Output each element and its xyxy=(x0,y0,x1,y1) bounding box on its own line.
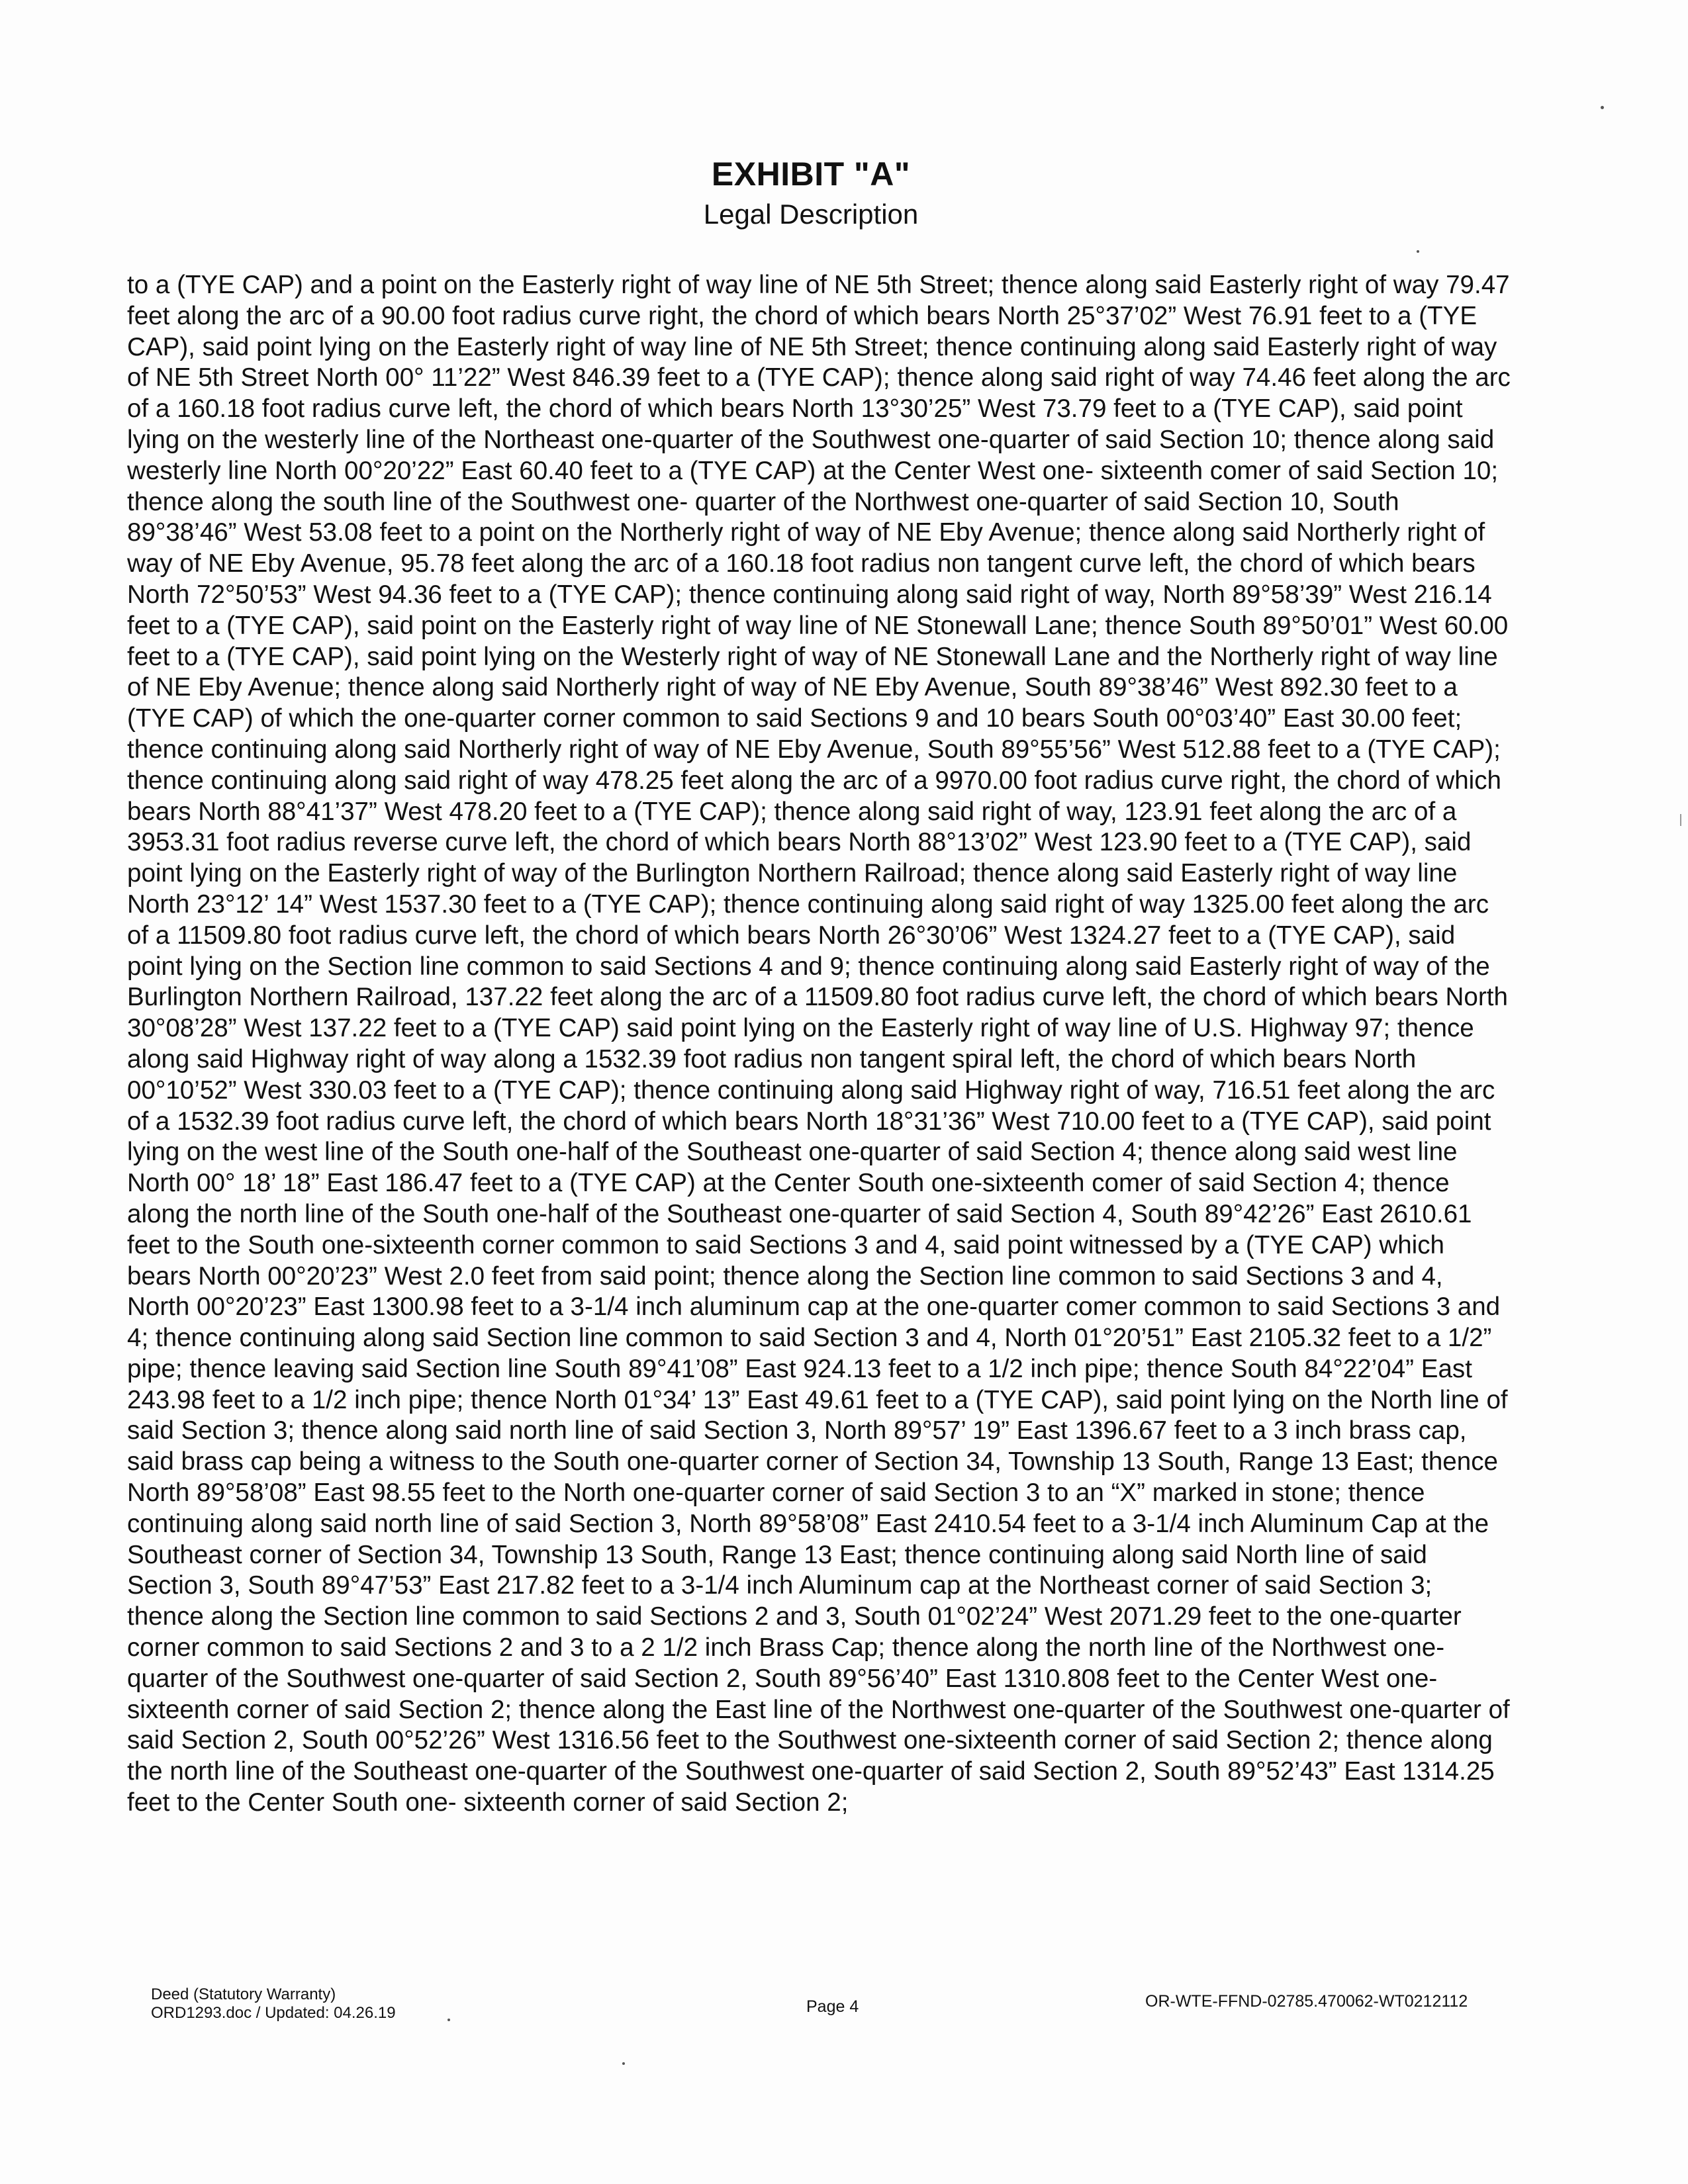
legal-description-paragraph: to a (TYE CAP) and a point on the Easterly right of way line of NE 5th Street; thence along said Easterly right of way 79.47 feet along the arc of a 90.00 foot radius curve right, the chord of which bears North 25°37’02” West 76.91 feet to a (TYE CAP), said point lying on the Easterly right of way line of NE 5th Street; thence continuing along said Easterly right of way of NE 5th Street North 00° 11’22” West 846.39 feet to a (TYE CAP); thence along said right of way 74.46 feet along the arc of a 160.18 foot radius curve left, the chord of which bears North 13°30’25” West 73.79 feet to a (TYE CAP), said point lying on the westerly line of the Northeast one-quarter of the Southwest one-quarter of said Section 10; thence along said westerly line North 00°20’22” East 60.40 feet to a (TYE CAP) at the Center West one- sixteenth comer of said Section 10; thence along the south line of the Southwest one- quarter of the Northwest one-quarter of said Section 10, South 89°38’46” West 53.08 feet to a point on the Northerly right of way of NE Eby Avenue; thence along said Northerly right of way of NE Eby Avenue, 95.78 feet along the arc of a 160.18 foot radius non tangent curve left, the chord of which bears North 72°50’53” West 94.36 feet to a (TYE CAP); thence continuing along said right of way, North 89°58’39” West 216.14 feet to a (TYE CAP), said point on the Easterly right of way line of NE Stonewall Lane; thence South 89°50’01” West 60.00 feet to a (TYE CAP), said point lying on the Westerly right of way of NE Stonewall Lane and the Northerly right of way line of NE Eby Avenue; thence along said Northerly right of way of NE Eby Avenue, South 89°38’46” West 892.30 feet to a (TYE CAP) of which the one-quarter corner common to said Sections 9 and 10 bears South 00°03’40” East 30.00 feet; thence continuing along said Northerly right of way of NE Eby Avenue, South 89°55’56” West 512.88 feet to a (TYE CAP); thence continuing along said right of way 478.25 feet along the arc of a 9970.00 foot radius curve right, the chord of which bears North 88°41’37” West 478.20 feet to a (TYE CAP); thence along said right of way, 123.91 feet along the arc of a 3953.31 foot radius reverse curve left, the chord of which bears North 88°13’02” West 123.90 feet to a (TYE CAP), said point lying on the Easterly right of way of the Burlington Northern Railroad; thence along said Easterly right of way line North 23°12’ 14” West 1537.30 feet to a (TYE CAP); thence continuing along said right of way 1325.00 feet along the arc of a 11509.80 foot radius curve left, the chord of which bears North 26°30’06” West 1324.27 feet to a (TYE CAP), said point lying on the Section line common to said Sections 4 and 9; thence continuing along said Easterly right of way of the Burlington Northern Railroad, 137.22 feet along the arc of a 11509.80 foot radius curve left, the chord of which bears North 30°08’28” West 137.22 feet to a (TYE CAP) said point lying on the Easterly right of way line of U.S. Highway 97; thence along said Highway right of way along a 1532.39 foot radius non tangent spiral left, the chord of which bears North 00°10’52” West 330.03 feet to a (TYE CAP); thence continuing along said Highway right of way, 716.51 feet along the arc of a 1532.39 foot radius curve left, the chord of which bears North 18°31’36” West 710.00 feet to a (TYE CAP), said point lying on the west line of the South one-half of the Southeast one-quarter of said Section 4; thence along said west line North 00° 18’ 18” East 186.47 feet to a (TYE CAP) at the Center South one-sixteenth comer of said Section 4; thence along the north line of the South one-half of the Southeast one-quarter of said Section 4, South 89°42’26” East 2610.61 feet to the South one-sixteenth corner common to said Sections 3 and 4, said point witnessed by a (TYE CAP) which bears North 00°20’23” West 2.0 feet from said point; thence along the Section line common to said Sections 3 and 4, North 00°20’23” East 1300.98 feet to a 3-1/4 inch aluminum cap at the one-quarter comer common to said Sections 3 and 4; thence continuing along said Section line common to said Section 3 and 4, North 01°20’51” East 2105.32 feet to a 1/2” pipe; thence leaving said Section line South 89°41’08” East 924.13 feet to a 1/2 inch pipe; thence South 84°22’04” East 243.98 feet to a 1/2 inch pipe; thence North 01°34’ 13” East 49.61 feet to a (TYE CAP), said point lying on the North line of said Section 3; thence along said north line of said Section 3, North 89°57’ 19” East 1396.67 feet to a 3 inch brass cap, said brass cap being a witness to the South one-quarter corner of Section 34, Township 13 South, Range 13 East; thence North 89°58’08” East 98.55 feet to the North one-quarter corner of said Section 3 to an “X” marked in stone; thence continuing along said north line of said Section 3, North 89°58’08” East 2410.54 feet to a 3-1/4 inch Aluminum Cap at the Southeast corner of Section 34, Township 13 South, Range 13 East; thence continuing along said North line of said Section 3, South 89°47’53” East 217.82 feet to a 3-1/4 inch Aluminum cap at the Northeast corner of said Section 3; thence along the Section line common to said Sections 2 and 3, South 01°02’24” West 2071.29 feet to the one-quarter corner common to said Sections 2 and 3 to a 2 1/2 inch Brass Cap; thence along the north line of the Northwest one-quarter of the Southwest one-quarter of said Section 2, South 89°56’40” East 1310.808 feet to the Center West one-sixteenth corner of said Section 2; thence along the East line of the Northwest one-quarter of the Southwest one-quarter of said Section 2, South 00°52’26” West 1316.56 feet to the Southwest one-sixteenth corner of said Section 2; thence along the north line of the Southeast one-quarter of the Southwest one-quarter of said Section 2, South 89°52’43” East 1314.25 feet to the Center South one- sixteenth corner of said Section 2; xyxy=(127,271,1511,1817)
footer-order-number: OR-WTE-FFND-02785.470062-WT0212112 xyxy=(1145,1992,1468,2011)
scan-speck xyxy=(622,2062,625,2065)
scan-speck xyxy=(1417,250,1419,253)
scan-edge-mark xyxy=(1680,814,1681,826)
scan-speck xyxy=(447,2019,450,2021)
exhibit-title: EXHIBIT "A" xyxy=(711,156,911,193)
exhibit-subtitle: Legal Description xyxy=(703,199,919,230)
footer-page-number: Page 4 xyxy=(806,1997,859,2016)
scan-speck xyxy=(1601,106,1604,109)
footer-document-info xyxy=(151,1985,396,2023)
footer-deed-type: Deed (Statutory Warranty) xyxy=(151,1985,336,2003)
footer-file-updated: ORD1293.doc / Updated: 04.26.19 xyxy=(151,2004,396,2022)
